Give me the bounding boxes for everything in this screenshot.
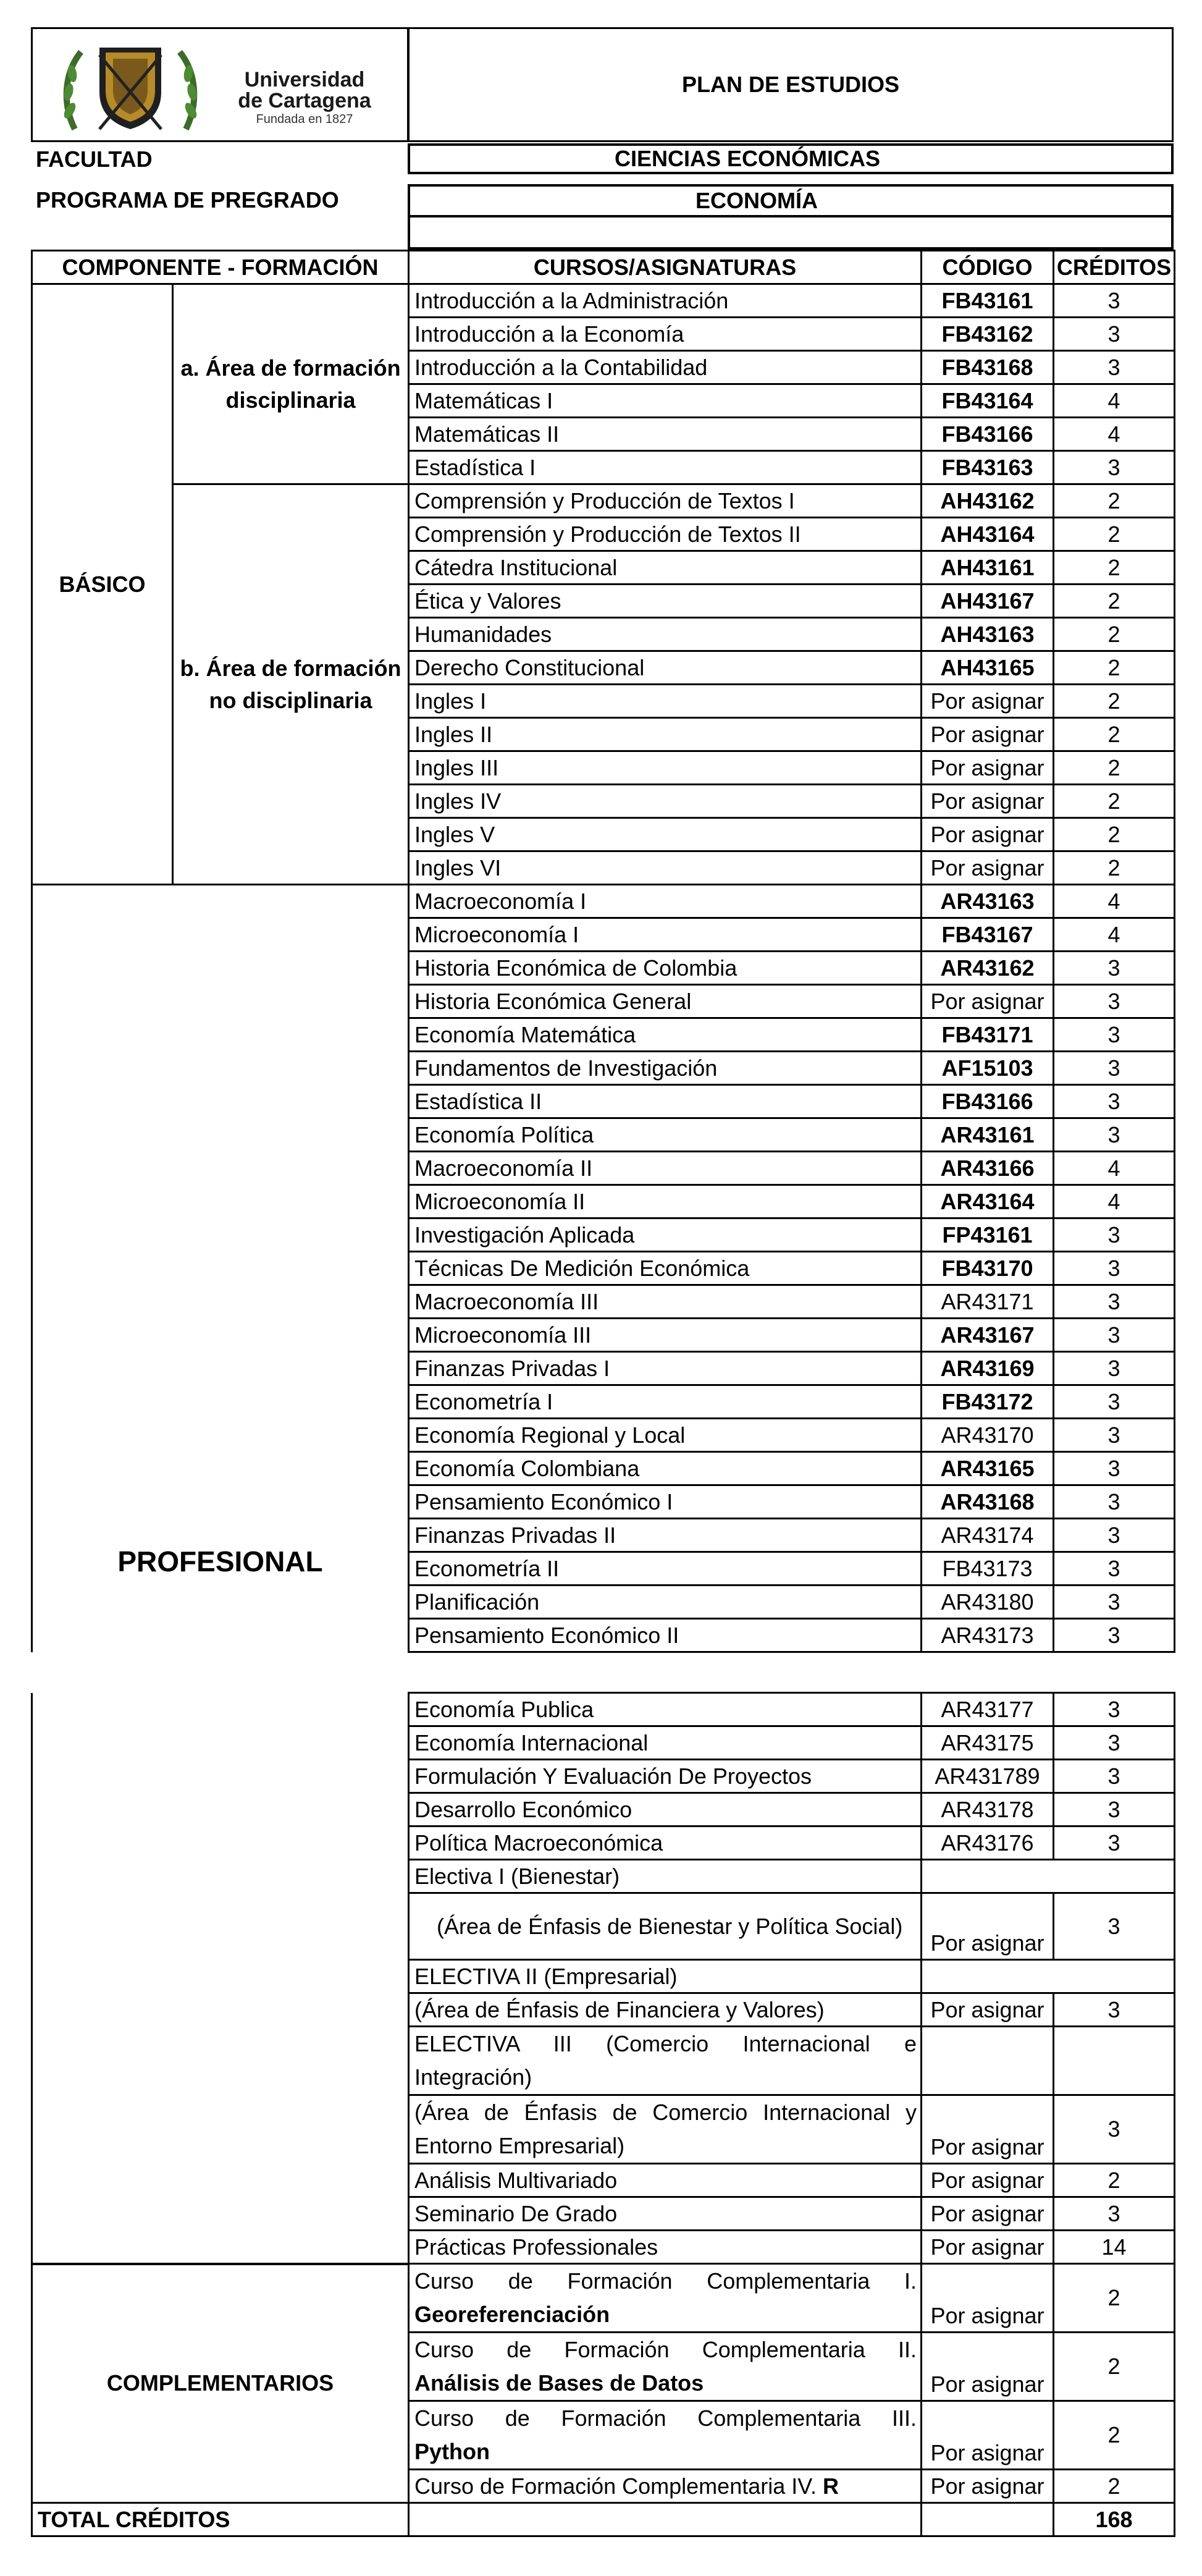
course-code: AR43178 bbox=[922, 1793, 1054, 1826]
course-name: Historia Económica General bbox=[409, 985, 922, 1018]
course-credits: 2 bbox=[1054, 685, 1175, 718]
course-code: Por asignar bbox=[922, 718, 1054, 751]
course-code: FB43172 bbox=[922, 1385, 1054, 1419]
course-code: AR431789 bbox=[922, 1760, 1054, 1793]
course-credits: 3 bbox=[1054, 318, 1175, 351]
course-name: Prácticas Professionales bbox=[409, 2231, 922, 2264]
comp-course-code: Por asignar bbox=[922, 2333, 1054, 2401]
course-credits: 3 bbox=[1054, 1619, 1175, 1652]
course-credits: 3 bbox=[1054, 1419, 1175, 1452]
course-credits: 3 bbox=[1054, 1826, 1175, 1860]
course-code: Por asignar bbox=[922, 685, 1054, 718]
course-credits: 2 bbox=[1054, 585, 1175, 618]
course-name: Matemáticas II bbox=[409, 418, 922, 451]
course-credits: 3 bbox=[1054, 1452, 1175, 1485]
course-credits: 2 bbox=[1054, 818, 1175, 851]
course-code: AR43170 bbox=[922, 1419, 1054, 1452]
course-credits: 3 bbox=[1054, 1693, 1175, 1726]
course-name: Derecho Constitucional bbox=[409, 651, 922, 685]
course-credits: 3 bbox=[1054, 1793, 1175, 1826]
course-code: AR43168 bbox=[922, 1485, 1054, 1519]
course-name: Desarrollo Económico bbox=[409, 1793, 922, 1826]
course-name: Microeconomía III bbox=[409, 1319, 922, 1352]
course-credits: 3 bbox=[1054, 1485, 1175, 1519]
area-a-line2: disciplinaria bbox=[225, 387, 356, 413]
course-name: Planificación bbox=[409, 1586, 922, 1619]
comp-course-code: Por asignar bbox=[922, 2264, 1054, 2333]
course-code: AH43167 bbox=[922, 585, 1054, 618]
university-name-line2: de Cartagena bbox=[238, 90, 371, 112]
course-code: AH43165 bbox=[922, 651, 1054, 685]
course-credits: 3 bbox=[1054, 1552, 1175, 1586]
course-name: Fundamentos de Investigación bbox=[409, 1052, 922, 1085]
course-credits: 4 bbox=[1054, 1185, 1175, 1218]
basic-section bbox=[32, 284, 1175, 885]
area-a-label bbox=[173, 284, 409, 484]
course-code: Por asignar bbox=[922, 785, 1054, 818]
course-name: Estadística I bbox=[409, 451, 922, 484]
course-credits: 4 bbox=[1054, 418, 1175, 451]
course-code: AH43163 bbox=[922, 618, 1054, 651]
course-code: Por asignar bbox=[922, 851, 1054, 885]
comp-course-topic: Python bbox=[414, 2439, 490, 2464]
course-name: Finanzas Privadas I bbox=[409, 1352, 922, 1385]
component-complementarios: COMPLEMENTARIOS bbox=[32, 2264, 409, 2503]
course-code: Por asignar bbox=[922, 818, 1054, 851]
programa-value: ECONOMÍA bbox=[696, 188, 818, 213]
area-a-line1: a. Área de formación bbox=[180, 355, 401, 381]
course-code: AR43166 bbox=[922, 1152, 1054, 1185]
elective-1-code: Por asignar bbox=[922, 1893, 1054, 1960]
university-name-line1: Universidad bbox=[244, 69, 365, 91]
comp-course-name bbox=[409, 2470, 922, 2503]
course-name: Pensamiento Económico II bbox=[409, 1619, 922, 1652]
course-name: Introducción a la Contabilidad bbox=[409, 351, 922, 384]
course-credits: 3 bbox=[1054, 1385, 1175, 1419]
course-credits: 3 bbox=[1054, 1726, 1175, 1760]
plan-title: PLAN DE ESTUDIOS bbox=[681, 72, 900, 97]
course-code: AR43162 bbox=[922, 952, 1054, 985]
facultad-box bbox=[408, 143, 1174, 174]
course-name: Ingles III bbox=[409, 751, 922, 785]
comp-course-title: Curso de Formación Complementaria II. bbox=[414, 2337, 917, 2362]
comp-course-name bbox=[409, 2333, 922, 2401]
empty-cell bbox=[922, 1860, 1175, 1893]
curriculum-table-part2 bbox=[31, 1692, 1175, 2537]
course-code: FB43171 bbox=[922, 1018, 1054, 1052]
course-name: Seminario De Grado bbox=[409, 2197, 922, 2231]
table-row bbox=[32, 885, 1175, 918]
course-code: FB43161 bbox=[922, 284, 1054, 318]
course-credits: 4 bbox=[1054, 885, 1175, 918]
course-name: Finanzas Privadas II bbox=[409, 1519, 922, 1552]
course-credits: 4 bbox=[1054, 384, 1175, 418]
course-credits: 3 bbox=[1054, 1586, 1175, 1619]
comp-course-credits: 2 bbox=[1054, 2333, 1175, 2401]
table-row bbox=[32, 1693, 1175, 1726]
course-credits: 3 bbox=[1054, 1052, 1175, 1085]
area-b-label bbox=[173, 484, 409, 885]
empty-cell bbox=[922, 1960, 1175, 1993]
elective-2-title: ELECTIVA II (Empresarial) bbox=[409, 1960, 922, 1993]
course-code: AR43165 bbox=[922, 1452, 1054, 1485]
course-code: AR43167 bbox=[922, 1319, 1054, 1352]
course-credits: 3 bbox=[1054, 451, 1175, 484]
course-name: Matemáticas I bbox=[409, 384, 922, 418]
course-code: Por asignar bbox=[922, 985, 1054, 1018]
comp-course-topic: Análisis de Bases de Datos bbox=[414, 2370, 704, 2396]
complementarios-section bbox=[32, 2264, 1175, 2503]
course-name: Economía Internacional bbox=[409, 1726, 922, 1760]
total-empty-2 bbox=[922, 2503, 1054, 2536]
course-name: Ética y Valores bbox=[409, 585, 922, 618]
course-name: Formulación Y Evaluación De Proyectos bbox=[409, 1760, 922, 1793]
course-credits: 3 bbox=[1054, 1352, 1175, 1385]
course-credits: 3 bbox=[1054, 2197, 1175, 2231]
course-code: AR43171 bbox=[922, 1285, 1054, 1319]
course-name: Microeconomía I bbox=[409, 918, 922, 952]
comp-course-name bbox=[409, 2264, 922, 2333]
course-name: Historia Económica de Colombia bbox=[409, 952, 922, 985]
course-code: FB43166 bbox=[922, 1085, 1054, 1118]
elective-3-detail: (Área de Énfasis de Comercio Internacional y Entorno Empresarial) bbox=[409, 2095, 922, 2164]
course-code: Por asignar bbox=[922, 2197, 1054, 2231]
course-credits: 3 bbox=[1054, 1018, 1175, 1052]
course-credits: 2 bbox=[1054, 2164, 1175, 2197]
course-name: Microeconomía II bbox=[409, 1185, 922, 1218]
total-row bbox=[32, 2503, 1175, 2536]
course-code: FB43164 bbox=[922, 384, 1054, 418]
col-creditos: CRÉDITOS bbox=[1054, 251, 1175, 284]
profesional-section-2 bbox=[32, 1693, 1175, 2264]
founded-text: Fundada en 1827 bbox=[256, 112, 353, 126]
course-code: FB43170 bbox=[922, 1252, 1054, 1285]
comp-course-code: Por asignar bbox=[922, 2470, 1054, 2503]
course-credits: 3 bbox=[1054, 351, 1175, 384]
component-basico: BÁSICO bbox=[32, 284, 173, 885]
course-code: AR43174 bbox=[922, 1519, 1054, 1552]
elective-1-detail: (Área de Énfasis de Bienestar y Política Social) bbox=[409, 1893, 922, 1960]
course-code: AF15103 bbox=[922, 1052, 1054, 1085]
course-name: Ingles VI bbox=[409, 851, 922, 885]
profesional-continued bbox=[32, 1693, 409, 2264]
course-code: AH43162 bbox=[922, 484, 1054, 518]
course-name: Ingles II bbox=[409, 718, 922, 751]
programa-box bbox=[408, 184, 1174, 217]
course-code: Por asignar bbox=[922, 2164, 1054, 2197]
course-name: Investigación Aplicada bbox=[409, 1218, 922, 1252]
course-credits: 14 bbox=[1054, 2231, 1175, 2264]
course-credits: 3 bbox=[1054, 1085, 1175, 1118]
comp-course-code: Por asignar bbox=[922, 2401, 1054, 2470]
comp4-title: Curso de Formación Complementaria IV. bbox=[414, 2473, 823, 2499]
elective-3-credits: 3 bbox=[1054, 2095, 1175, 2164]
area-b-line2: no disciplinaria bbox=[209, 687, 372, 713]
course-code: AR43163 bbox=[922, 885, 1054, 918]
comp-course-credits: 2 bbox=[1054, 2401, 1175, 2470]
course-name: Macroeconomía III bbox=[409, 1285, 922, 1319]
course-credits: 3 bbox=[1054, 1252, 1175, 1285]
course-credits: 3 bbox=[1054, 1319, 1175, 1352]
course-credits: 3 bbox=[1054, 985, 1175, 1018]
course-name: Pensamiento Económico I bbox=[409, 1485, 922, 1519]
course-credits: 2 bbox=[1054, 618, 1175, 651]
course-name: Análisis Multivariado bbox=[409, 2164, 922, 2197]
area-b-line1: b. Área de formación bbox=[180, 655, 401, 681]
facultad-value: CIENCIAS ECONÓMICAS bbox=[614, 146, 881, 171]
facultad-label: FACULTAD bbox=[36, 146, 153, 172]
col-cursos: CURSOS/ASIGNATURAS bbox=[409, 251, 922, 284]
course-name: Política Macroeconómica bbox=[409, 1826, 922, 1860]
course-code: AR43180 bbox=[922, 1586, 1054, 1619]
course-code: AR43176 bbox=[922, 1826, 1054, 1860]
course-code: AR43173 bbox=[922, 1619, 1054, 1652]
logo-box bbox=[31, 27, 409, 142]
course-name: Ingles IV bbox=[409, 785, 922, 818]
course-code: AH43161 bbox=[922, 551, 1054, 585]
course-code: FB43162 bbox=[922, 318, 1054, 351]
comp-course-name bbox=[409, 2401, 922, 2470]
elective-1-credits: 3 bbox=[1054, 1893, 1175, 1960]
course-name: Cátedra Institucional bbox=[409, 551, 922, 585]
course-credits: 2 bbox=[1054, 518, 1175, 551]
elective-2-credits: 3 bbox=[1054, 1993, 1175, 2027]
course-credits: 4 bbox=[1054, 918, 1175, 952]
table-row bbox=[32, 284, 1175, 318]
course-credits: 3 bbox=[1054, 1285, 1175, 1319]
course-code: AR43169 bbox=[922, 1352, 1054, 1385]
course-name: Economía Política bbox=[409, 1118, 922, 1152]
course-credits: 2 bbox=[1054, 551, 1175, 585]
component-profesional: PROFESIONAL bbox=[32, 885, 409, 1652]
course-credits: 3 bbox=[1054, 1519, 1175, 1552]
course-name: Ingles V bbox=[409, 818, 922, 851]
course-code: Por asignar bbox=[922, 2231, 1054, 2264]
course-name: Economía Publica bbox=[409, 1693, 922, 1726]
course-credits: 3 bbox=[1054, 1218, 1175, 1252]
course-name: Introducción a la Economía bbox=[409, 318, 922, 351]
course-name: Economía Regional y Local bbox=[409, 1419, 922, 1452]
course-name: Macroeconomía I bbox=[409, 885, 922, 918]
course-code: FB43163 bbox=[922, 451, 1054, 484]
empty-cell bbox=[1054, 2027, 1175, 2095]
university-seal-icon bbox=[56, 36, 204, 135]
course-code: AR43177 bbox=[922, 1693, 1054, 1726]
course-credits: 3 bbox=[1054, 284, 1175, 318]
comp-course-title: Curso de Formación Complementaria I. bbox=[414, 2268, 917, 2294]
curriculum-table-part1 bbox=[31, 250, 1175, 1653]
course-name: Introducción a la Administración bbox=[409, 284, 922, 318]
plan-title-box bbox=[408, 27, 1174, 142]
course-name: Economía Colombiana bbox=[409, 1452, 922, 1485]
course-code: FB43168 bbox=[922, 351, 1054, 384]
table-row bbox=[32, 2264, 1175, 2333]
course-name: Estadística II bbox=[409, 1085, 922, 1118]
course-code: AR43175 bbox=[922, 1726, 1054, 1760]
total-label: TOTAL CRÉDITOS bbox=[32, 2503, 409, 2536]
elective-3-code: Por asignar bbox=[922, 2095, 1054, 2164]
course-code: AR43161 bbox=[922, 1118, 1054, 1152]
course-name: Econometría I bbox=[409, 1385, 922, 1419]
table-row bbox=[32, 484, 1175, 518]
course-credits: 3 bbox=[1054, 952, 1175, 985]
comp4-topic: R bbox=[822, 2473, 839, 2499]
course-credits: 2 bbox=[1054, 718, 1175, 751]
course-credits: 2 bbox=[1054, 484, 1175, 518]
course-code: Por asignar bbox=[922, 751, 1054, 785]
profesional-section-1 bbox=[32, 885, 1175, 1652]
comp-course-topic: Georeferenciación bbox=[414, 2302, 610, 2327]
course-credits: 2 bbox=[1054, 785, 1175, 818]
course-credits: 2 bbox=[1054, 651, 1175, 685]
total-empty-1 bbox=[409, 2503, 922, 2536]
course-name: Ingles I bbox=[409, 685, 922, 718]
course-name: Comprensión y Producción de Textos I bbox=[409, 484, 922, 518]
course-credits: 3 bbox=[1054, 1118, 1175, 1152]
blank-header-row bbox=[408, 217, 1174, 250]
course-code: FB43173 bbox=[922, 1552, 1054, 1586]
course-credits: 2 bbox=[1054, 851, 1175, 885]
comp-course-credits: 2 bbox=[1054, 2264, 1175, 2333]
programa-label: PROGRAMA DE PREGRADO bbox=[36, 187, 339, 213]
course-name: Macroeconomía II bbox=[409, 1152, 922, 1185]
elective-2-detail: (Área de Énfasis de Financiera y Valores) bbox=[409, 1993, 922, 2027]
course-code: AR43164 bbox=[922, 1185, 1054, 1218]
elective-2-code: Por asignar bbox=[922, 1993, 1054, 2027]
course-code: FB43166 bbox=[922, 418, 1054, 451]
col-codigo: CÓDIGO bbox=[922, 251, 1054, 284]
course-credits: 3 bbox=[1054, 1760, 1175, 1793]
course-name: Econometría II bbox=[409, 1552, 922, 1586]
empty-cell bbox=[922, 2027, 1054, 2095]
course-name: Comprensión y Producción de Textos II bbox=[409, 518, 922, 551]
course-credits: 4 bbox=[1054, 1152, 1175, 1185]
column-header-row bbox=[32, 251, 1175, 284]
total-value: 168 bbox=[1054, 2503, 1175, 2536]
course-name: Humanidades bbox=[409, 618, 922, 651]
course-name: Técnicas De Medición Económica bbox=[409, 1252, 922, 1285]
elective-3-title: ELECTIVA III (Comercio Internacional e Integración) bbox=[409, 2027, 922, 2095]
course-name: Economía Matemática bbox=[409, 1018, 922, 1052]
elective-1-title: Electiva I (Bienestar) bbox=[409, 1860, 922, 1893]
comp-course-credits: 2 bbox=[1054, 2470, 1175, 2503]
course-code: FP43161 bbox=[922, 1218, 1054, 1252]
comp-course-title: Curso de Formación Complementaria III. bbox=[414, 2405, 917, 2431]
course-code: FB43167 bbox=[922, 918, 1054, 952]
course-credits: 2 bbox=[1054, 751, 1175, 785]
col-componente: COMPONENTE - FORMACIÓN bbox=[32, 251, 409, 284]
course-code: AH43164 bbox=[922, 518, 1054, 551]
